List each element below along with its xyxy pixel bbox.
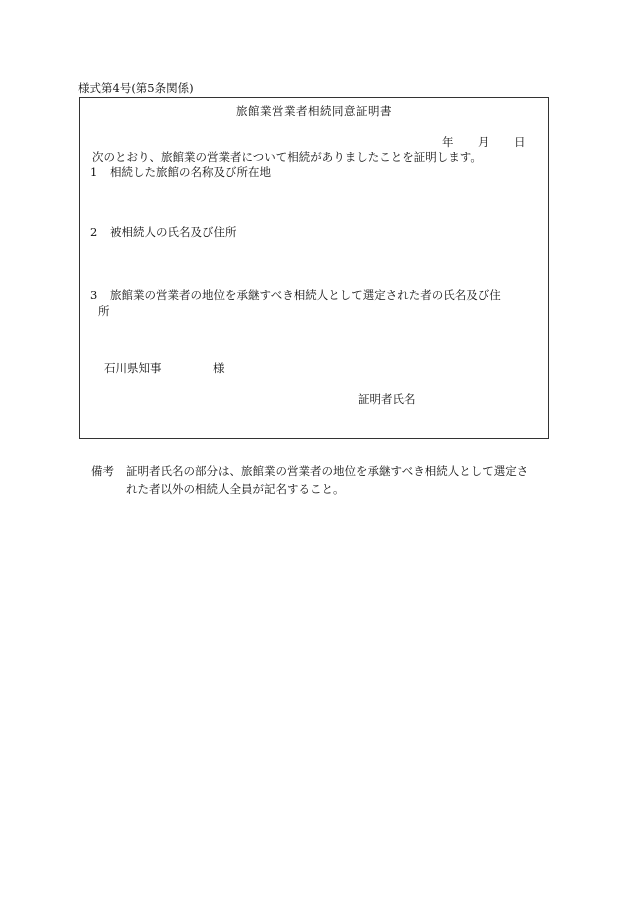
item-label: 被相続人の氏名及び住所 <box>110 225 237 239</box>
certificate-form <box>79 97 549 439</box>
item-label: 相続した旅館の名称及び所在地 <box>110 165 271 179</box>
addressee-honorific: 様 <box>213 361 225 375</box>
item-number: 3 <box>90 288 98 302</box>
item-number: 2 <box>90 225 98 239</box>
addressee-name: 石川県知事 <box>104 361 162 375</box>
date-line <box>442 135 526 149</box>
item-inherited-inn <box>90 165 271 179</box>
item-label-continuation: 所 <box>98 304 110 318</box>
date-day-label: 日 <box>514 135 526 149</box>
addressee <box>104 361 225 375</box>
form-reference: 様式第4号(第5条関係) <box>78 81 194 95</box>
date-year-label: 年 <box>442 135 454 149</box>
remarks-text-line2: れた者以外の相続人全員が記名すること。 <box>126 482 345 496</box>
document-title: 旅館業営業者相続同意証明書 <box>236 104 392 118</box>
certifier-name-label: 証明者氏名 <box>358 392 416 406</box>
item-number: 1 <box>90 165 98 179</box>
intro-statement: 次のとおり、旅館業の営業者について相続がありましたことを証明します。 <box>92 150 482 164</box>
remarks-text-line1: 証明者氏名の部分は、旅館業の営業者の地位を承継すべき相続人として選定さ <box>126 464 529 478</box>
item-successor <box>90 288 501 302</box>
date-month-label: 月 <box>478 135 490 149</box>
item-label: 旅館業の営業者の地位を承継すべき相続人として選定された者の氏名及び住 <box>110 288 501 302</box>
remarks-label: 備考 <box>91 464 114 478</box>
remarks <box>91 462 561 498</box>
item-decedent <box>90 225 237 239</box>
